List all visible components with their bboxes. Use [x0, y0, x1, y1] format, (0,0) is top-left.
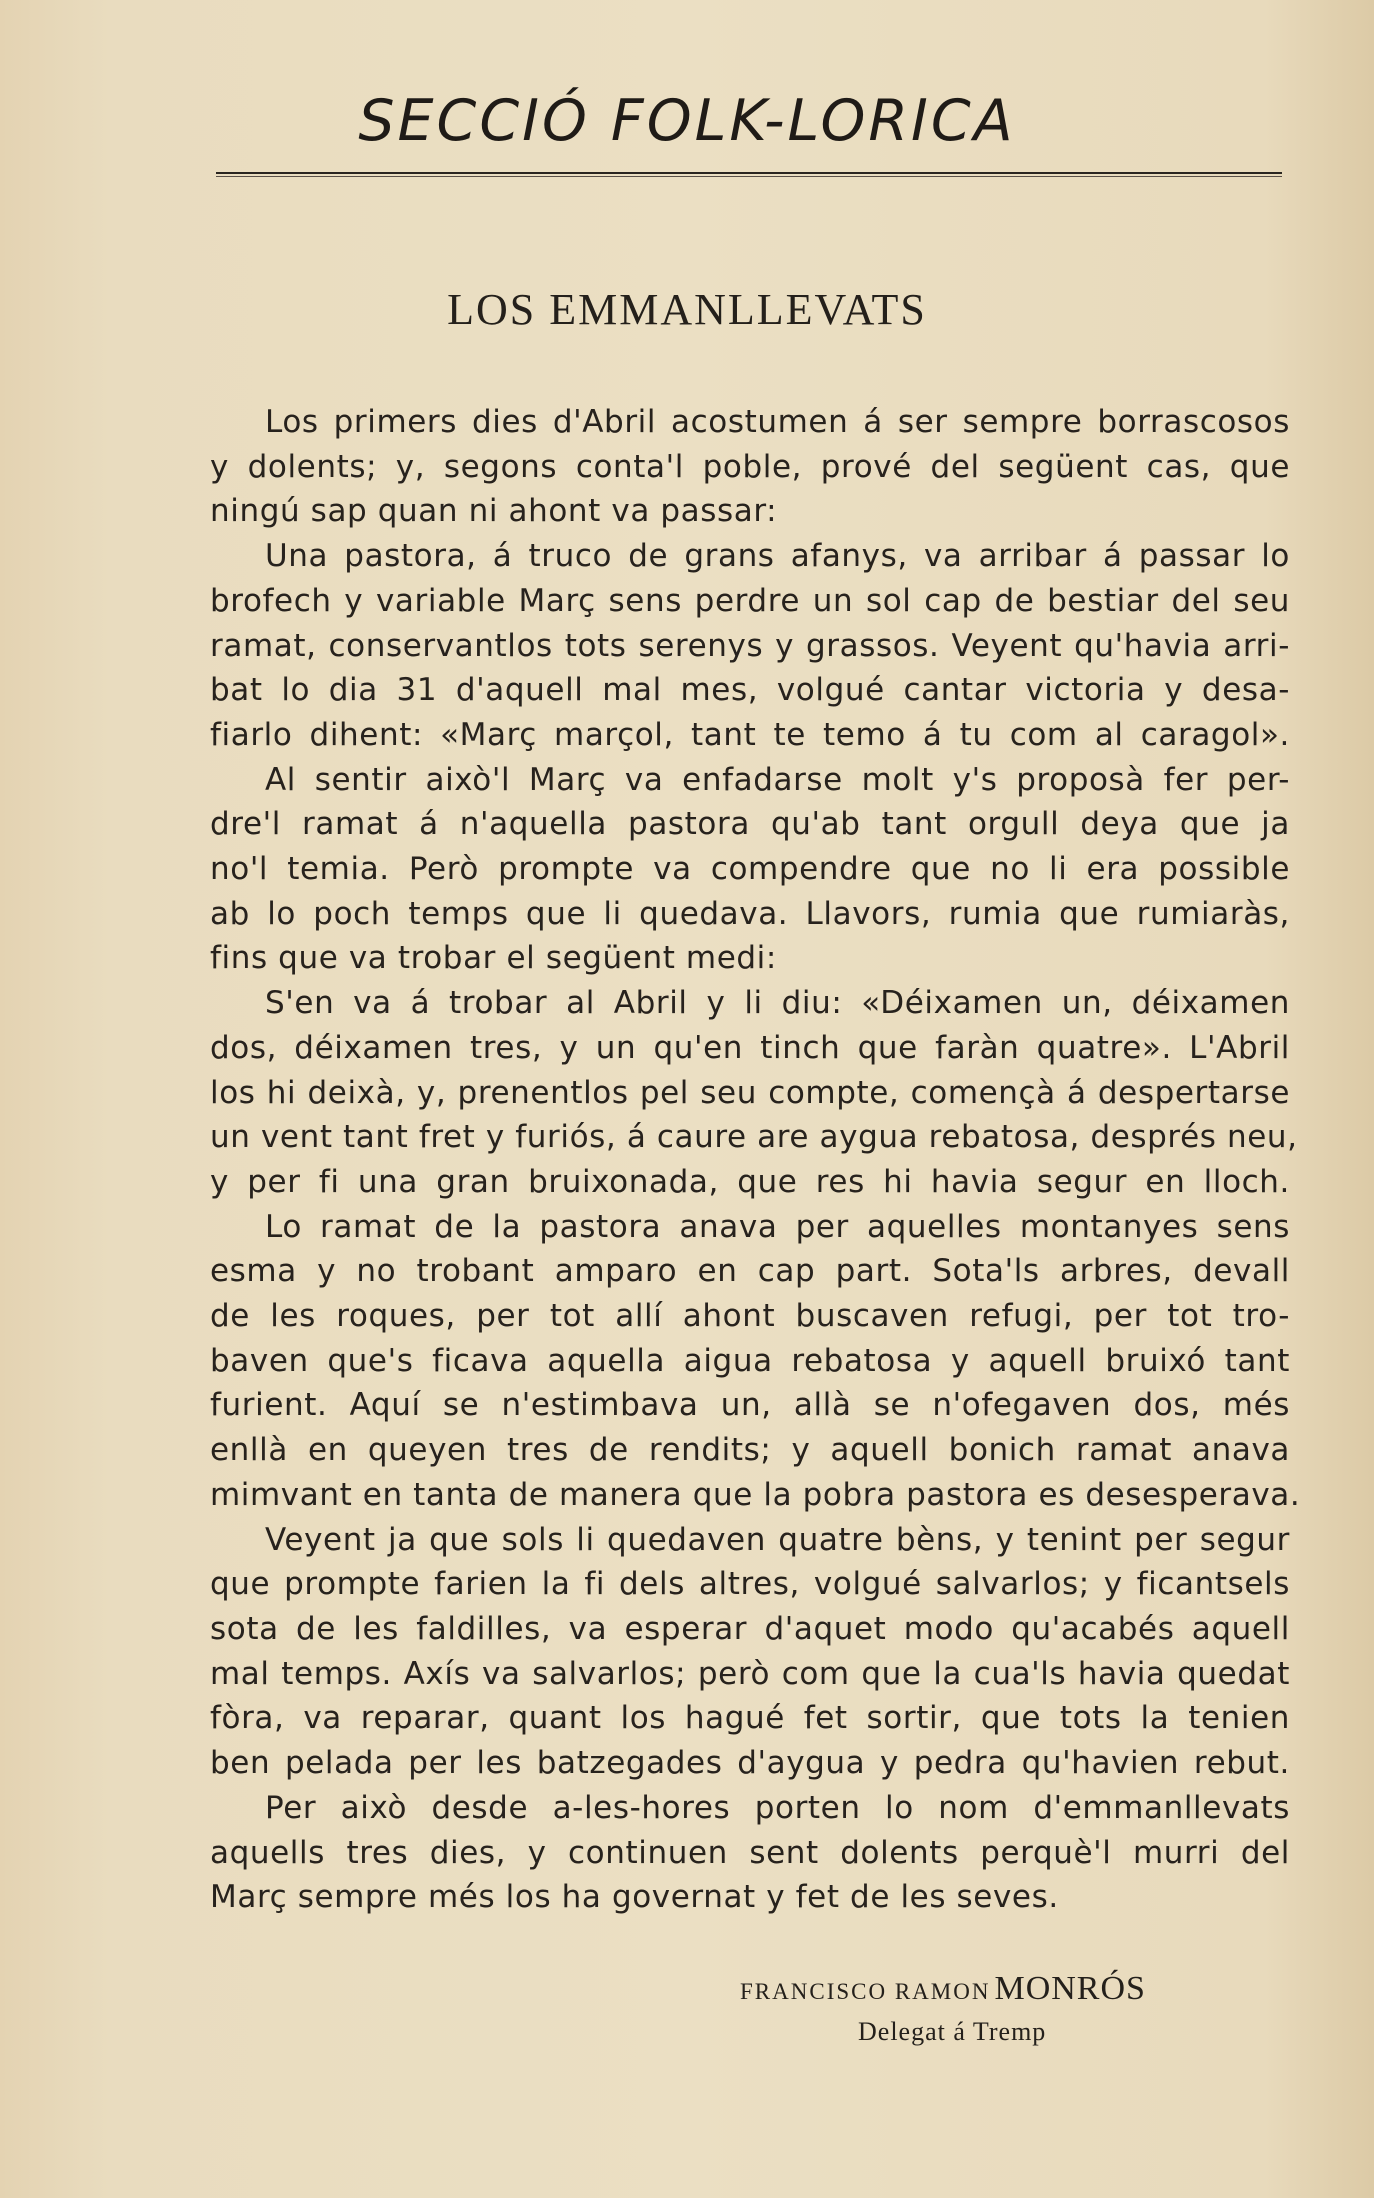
text-line: baven que's ficava aquella aigua rebatosa y aquell bruixó tant [210, 1342, 1290, 1379]
text-line: esma y no trobant amparo en cap part. Sota'ls arbres, devall [210, 1253, 1290, 1290]
text-line: ramat, conservantlos tots serenys y grassos. Veyent qu'havia arri- [210, 627, 1290, 664]
text-line: furient. Aquí se n'estimbava un, allà se n'ofegaven dos, més [210, 1387, 1290, 1424]
text-line: Per això desde a-les-hores porten lo nom d'emmanllevats [265, 1789, 1290, 1826]
text-line: y per fi una gran bruixonada, que res hi havia segur en lloch. [210, 1163, 1290, 1200]
text-line: Veyent ja que sols li quedaven quatre bèns, y tenint per segur [265, 1521, 1290, 1558]
header-rule-thin [216, 176, 1282, 177]
text-line: fins que va trobar el següent medi: [210, 940, 777, 977]
author-role: Delegat á Tremp [858, 2017, 1047, 2046]
text-line: sota de les faldilles, va esperar d'aquet modo qu'acabés aquell [210, 1610, 1290, 1647]
text-line: brofech y variable Març sens perdre un sol cap de bestiar del seu [210, 582, 1290, 619]
section-header: SECCIÓ FOLK-LORICA [358, 88, 1016, 154]
article-title: LOS EMMANLLEVATS [447, 285, 927, 334]
text-line: Al sentir això'l Març va enfadarse molt y's proposà fer per- [265, 761, 1290, 798]
text-line: Març sempre més los ha governat y fet de les seves. [210, 1879, 1059, 1916]
text-line: fiarlo dihent: «Març marçol, tant te temo á tu com al caragol». [210, 716, 1290, 753]
author-first-names: FRANCISCO RAMON [740, 1979, 991, 2004]
header-rule [216, 172, 1282, 174]
text-line: Una pastora, á truco de grans afanys, va arribar á passar lo [265, 538, 1290, 575]
article-body [210, 400, 1301, 1920]
text-line: fòra, va reparar, quant los hagué fet sortir, que tots la tenien [210, 1700, 1290, 1737]
text-line: que prompte farien la fi dels altres, volgué salvarlos; y ficantsels [210, 1566, 1290, 1603]
text-line: ningú sap quan ni ahont va passar: [210, 493, 778, 530]
text-line: aquells tres dies, y continuen sent dolents perquè'l murri del [210, 1834, 1290, 1871]
text-line: dre'l ramat á n'aquella pastora qu'ab tant orgull deya que ja [210, 806, 1290, 843]
text-line: no'l temia. Però prompte va compendre que no li era possible [210, 851, 1290, 888]
text-line: S'en va á trobar al Abril y li diu: «Déixamen un, déixamen [265, 985, 1290, 1022]
text-line: enllà en queyen tres de rendits; y aquell bonich ramat anava [210, 1432, 1290, 1469]
text-line: de les roques, per tot allí ahont buscaven refugi, per tot tro- [210, 1298, 1290, 1335]
text-line: mal temps. Axís va salvarlos; però com que la cua'ls havia quedat [210, 1655, 1290, 1692]
text-line: dos, déixamen tres, y un qu'en tinch que faràn quatre». L'Abril [210, 1029, 1290, 1066]
text-line: y dolents; y, segons conta'l poble, prové del següent cas, que [210, 448, 1290, 485]
text-line: ab lo poch temps que li quedava. Llavors, rumia que rumiaràs, [210, 895, 1290, 932]
author-surname: MONRÓS [994, 1970, 1146, 2007]
text-line: Los primers dies d'Abril acostumen á ser sempre borrascosos [265, 404, 1290, 440]
text-line: los hi deixà, y, prenentlos pel seu compte, començà á despertarse [210, 1074, 1290, 1111]
text-line: un vent tant fret y furiós, á caure are aygua rebatosa, després neu, [210, 1119, 1298, 1156]
text-line: mimvant en tanta de manera que la pobra pastora es desesperava. [210, 1476, 1301, 1513]
text-line: Lo ramat de la pastora anava per aquelles montanyes sens [265, 1208, 1290, 1245]
text-line: bat lo dia 31 d'aquell mal mes, volgué cantar victoria y desa- [210, 672, 1290, 709]
author-name [740, 1970, 1146, 2008]
text-line: ben pelada per les batzegades d'aygua y pedra qu'havien rebut. [210, 1745, 1290, 1782]
